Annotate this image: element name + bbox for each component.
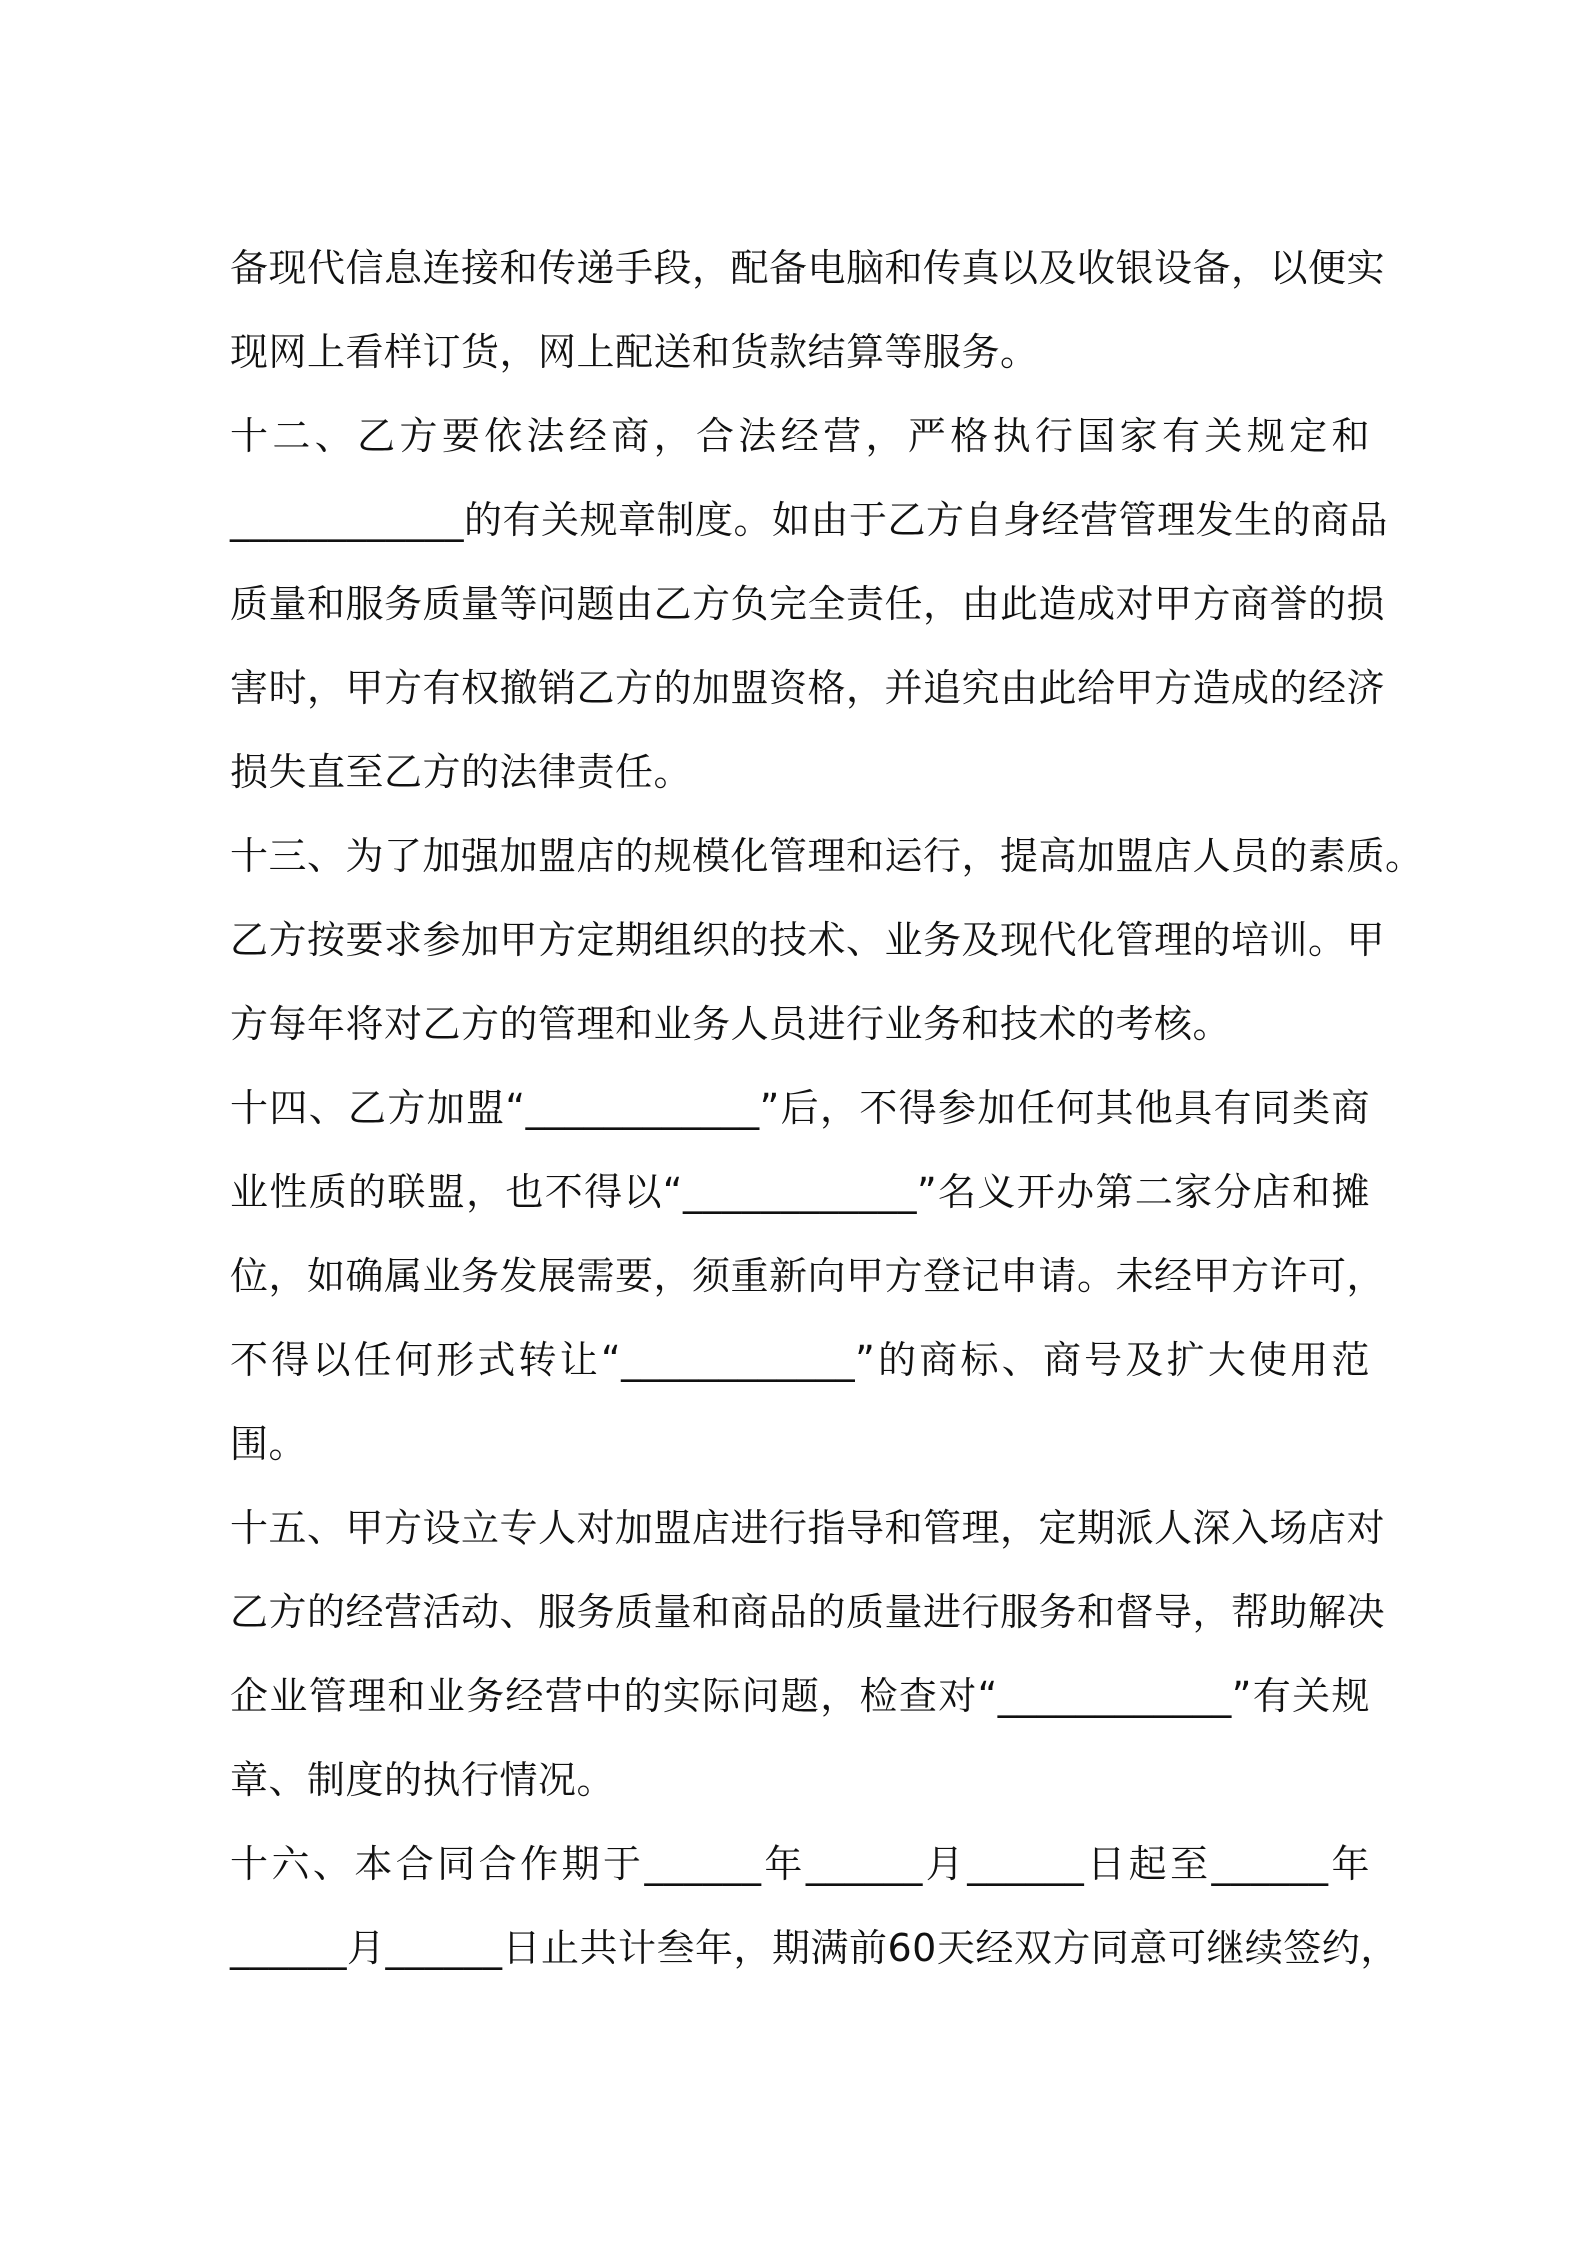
text-line: 不得以任何形式转让“____________”的商标、商号及扩大使用范 [230, 1338, 1370, 1382]
clause-14-heading: 十四、乙方加盟“____________”后，不得参加任何其他具有同类商 [230, 1086, 1370, 1130]
text-line: 企业管理和业务经营中的实际问题，检查对“____________”有关规 [230, 1674, 1370, 1718]
text-line: 乙方按要求参加甲方定期组织的技术、业务及现代化管理的培训。甲 [230, 918, 1386, 962]
text-line: 围。 [230, 1422, 308, 1466]
text-line: 位，如确属业务发展需要，须重新向甲方登记申请。未经甲方许可， [230, 1254, 1386, 1298]
text-line: 损失直至乙方的法律责任。 [230, 750, 693, 794]
clause-15-heading: 十五、甲方设立专人对加盟店进行指导和管理，定期派人深入场店对 [230, 1506, 1386, 1550]
text-line: 现网上看样订货，网上配送和货款结算等服务。 [230, 330, 1039, 374]
contract-text [230, 226, 1424, 1990]
text-line: 章、制度的执行情况。 [230, 1758, 616, 1802]
text-line: 备现代信息连接和传递手段，配备电脑和传真以及收银设备，以便实 [230, 246, 1386, 290]
clause-13-heading: 十三、为了加强加盟店的规模化管理和运行，提高加盟店人员的素质。 [230, 834, 1424, 878]
text-line: ______月______日止共计叁年，期满前60天经双方同意可继续签约， [230, 1926, 1399, 1970]
text-line: 害时，甲方有权撤销乙方的加盟资格，并追究由此给甲方造成的经济 [230, 666, 1386, 710]
clause-12-heading: 十二、乙方要依法经商，合法经营，严格执行国家有关规定和 [230, 414, 1370, 458]
text-line: 业性质的联盟，也不得以“____________”名义开办第二家分店和摊 [230, 1170, 1370, 1214]
text-line: ____________的有关规章制度。如由于乙方自身经营管理发生的商品 [230, 498, 1389, 542]
text-line: 乙方的经营活动、服务质量和商品的质量进行服务和督导，帮助解决 [230, 1590, 1386, 1634]
text-line: 方每年将对乙方的管理和业务人员进行业务和技术的考核。 [230, 1002, 1232, 1046]
clause-16-heading: 十六、本合同合作期于______年______月______日起至______年 [230, 1842, 1370, 1886]
text-line: 质量和服务质量等问题由乙方负完全责任，由此造成对甲方商誉的损 [230, 582, 1386, 626]
